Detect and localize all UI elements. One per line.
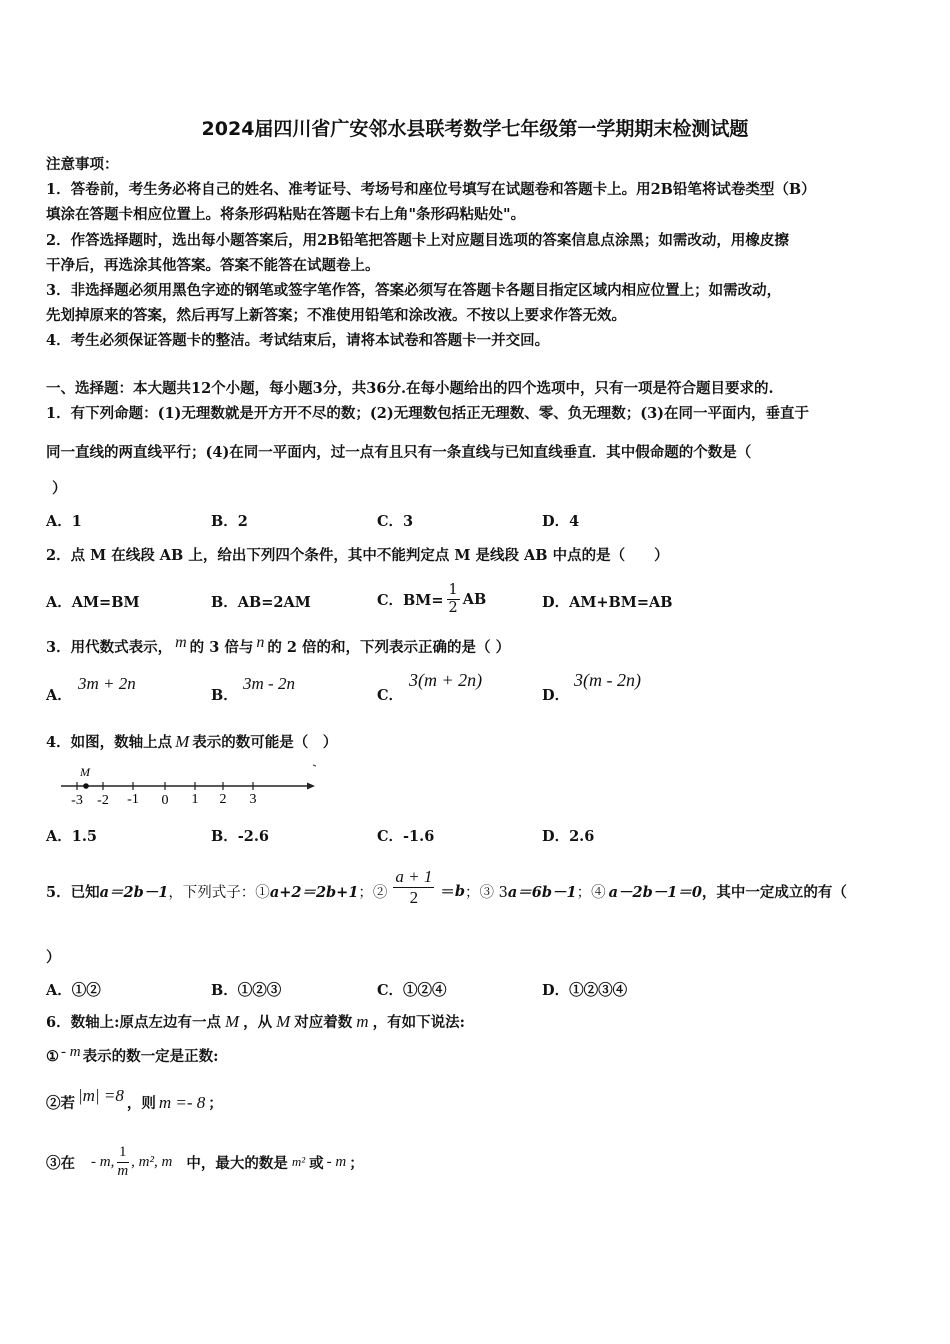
q6-stem — [46, 1011, 465, 1032]
q6-var-m: M — [276, 1012, 291, 1031]
q6-statement-3 — [46, 1136, 364, 1188]
q3-option-a-expr: 3m + 2n — [78, 674, 136, 693]
q6-statement-text: 或 — [309, 1154, 324, 1172]
q6-stem-text: 6．数轴上:原点左边有一点 — [46, 1014, 221, 1031]
q3-stem-text: 的 3 倍与 — [189, 639, 254, 656]
q6-statement-label: ②若 — [46, 1095, 75, 1112]
number-line-figure — [55, 760, 320, 810]
q5-stem-text: ；③ 3 — [465, 884, 508, 901]
stray-mark — [313, 765, 316, 766]
fraction-denominator: m — [117, 1162, 129, 1179]
q6-s1-math: - m — [61, 1044, 81, 1060]
q6-var-m: M — [224, 1012, 240, 1031]
q3-option-a-label: A． — [46, 687, 72, 704]
q1-stem-line: 同一直线的两直线平行；(4)在同一平面内，过一点有且只有一条直线与已知直线垂直．其中假命题的个数是（ — [46, 444, 752, 461]
q5-stem-text: ＝ — [440, 883, 455, 901]
fraction-denominator: 2 — [448, 599, 458, 616]
notice-line: 1．答卷前，考生务必将自己的姓名、准考证号、考场号和座位号填写在试题卷和答题卡上。用2B铅笔将试卷类型（B） — [46, 181, 816, 198]
q1-option-d: D．4 — [542, 513, 580, 530]
q6-statement-label: ③在 — [46, 1154, 75, 1172]
q6-statement-text: 表示的数一定是正数: — [82, 1048, 219, 1065]
q6-s3-neg: - m — [326, 1153, 347, 1170]
q6-s3-fraction — [115, 1144, 130, 1180]
fraction-numerator: 1 — [448, 581, 458, 598]
q4-option-d: D．2.6 — [542, 828, 595, 845]
q5-option-c: C．①②④ — [377, 982, 447, 999]
q1-option-b: B．2 — [211, 513, 248, 530]
q2-stem: 2．点 M 在线段 AB 上，给出下列四个条件，其中不能判定点 M 是线段 AB 中点的是（ ） — [46, 547, 669, 564]
q1-option-c: C．3 — [377, 513, 414, 530]
q5-option-d: D．①②③④ — [542, 982, 628, 999]
q2-option-d: D．AM+BM=AB — [542, 594, 673, 611]
q3-stem-text: 3．用代数式表示， — [46, 639, 173, 656]
q6-s2-abs: |m| =8 — [78, 1086, 124, 1105]
tick-label: 0 — [161, 793, 169, 808]
q5-stem-text: ；④ — [576, 884, 606, 901]
axis-arrow-icon — [307, 783, 315, 790]
q4-option-a: A．1.5 — [46, 828, 97, 845]
q4-option-c: C．-1.6 — [377, 828, 435, 845]
q5-stem — [46, 860, 847, 922]
q6-stem-text: ，有如下说法: — [372, 1014, 465, 1031]
tick-label: 1 — [191, 792, 199, 807]
q6-statement-1 — [46, 1045, 218, 1066]
q6-s3-math: - m, — [91, 1153, 115, 1170]
q5-stem-text: ；② — [358, 884, 388, 901]
q3-option-d-expr: 3(m - 2n) — [574, 670, 641, 690]
q3-option-c-label: C． — [377, 687, 404, 704]
tick-label: -1 — [127, 792, 139, 807]
q6-stem-text: 对应着数 — [294, 1014, 353, 1031]
q5-expr-2: b — [454, 882, 466, 900]
q5-stem-text: ，其中一定成立的有（ — [701, 883, 847, 901]
q5-stem-close: ） — [46, 949, 61, 966]
q3-option-b-label: B． — [211, 687, 238, 704]
fraction-denominator: 2 — [409, 887, 419, 907]
q1-stem-line: 1．有下列命题：(1)无理数就是开方开不尽的数；(2)无理数包括正无理数、零、负无理数；(3)在同一平面内，垂直于 — [46, 405, 810, 422]
q6-s2-math: m =- 8 — [158, 1093, 206, 1112]
q2-option-b: B．AB=2AM — [211, 594, 311, 611]
q5-fraction — [393, 867, 434, 907]
q5-option-b: B．①②③ — [211, 982, 282, 999]
q2-option-c-prefix: C．BM= — [377, 591, 444, 609]
notice-line: 干净后，再选涂其他答案。答案不能答在试题卷上。 — [46, 257, 380, 274]
q5-option-a: A．①② — [46, 982, 101, 999]
q2-option-c — [377, 576, 486, 622]
q3-option-c-expr: 3(m + 2n) — [409, 670, 483, 690]
notice-line: 2．作答选择题时，选出每小题答案后，用2B铅笔把答题卡上对应题目选项的答案信息点涂黑；如需改动，用橡皮擦 — [46, 232, 789, 249]
notice-line: 3．非选择题必须用黑色字迹的钢笔或签字笔作答，答案必须写在答题卡各题目指定区域内相应位置上；如需改动， — [46, 282, 782, 299]
q2-option-c-suffix: AB — [462, 590, 487, 608]
q5-expr-1: a+2＝2b+1 — [269, 883, 359, 901]
tick-label: 2 — [219, 792, 227, 807]
notice-line: 填涂在答题卡相应位置上。将条形码粘贴在答题卡右上角"条形码粘贴处"。 — [46, 206, 526, 223]
notice-line: 4．考生必须保证答题卡的整洁。考试结束后，请将本试卷和答题卡一并交回。 — [46, 332, 550, 349]
tick-label: 3 — [249, 792, 257, 807]
q6-statement-text: ； — [208, 1095, 223, 1112]
q5-expr-3: a＝6b－1 — [507, 883, 577, 901]
tick-label: -2 — [97, 793, 109, 808]
q3-option-b-expr: 3m - 2n — [243, 674, 295, 693]
q5-stem-text: ，下列式子：① — [168, 884, 270, 901]
point-m-label: M — [80, 765, 90, 779]
q4-stem — [46, 731, 337, 752]
q3-stem-text: 的 2 倍的和，下列表示正确的是（ ） — [267, 639, 511, 656]
q3-option-d-label: D． — [542, 687, 570, 704]
q5-given: a＝2b－1 — [99, 883, 169, 901]
section-heading: 一、选择题：本大题共12个小题，每小题3分，共36分.在每小题给出的四个选项中，只有一项是符合题目要求的. — [46, 380, 774, 397]
point-m-marker — [83, 783, 89, 789]
page-title: 2024届四川省广安邻水县联考数学七年级第一学期期末检测试题 — [201, 118, 749, 140]
tick-label: -3 — [71, 793, 83, 808]
q6-statement-2 — [46, 1086, 223, 1113]
q1-option-a: A．1 — [46, 513, 82, 530]
q6-statement-text: ，则 — [126, 1095, 156, 1112]
q6-statement-label: ① — [46, 1048, 59, 1065]
fraction-numerator: 1 — [117, 1144, 129, 1162]
notice-line: 先划掉原来的答案，然后再写上新答案；不准使用铅笔和涂改液。不按以上要求作答无效。 — [46, 307, 626, 324]
q6-stem-text: ，从 — [243, 1014, 273, 1031]
fraction-numerator: a + 1 — [395, 866, 433, 886]
q2-option-a: A．AM=BM — [46, 594, 140, 611]
q1-stem-line: ） — [52, 480, 67, 497]
q3-var-m: m — [175, 634, 187, 651]
q3-var-n: n — [256, 634, 265, 651]
q5-expr-4: a－2b－1＝0 — [608, 883, 702, 901]
q6-statement-text: 中，最大的数是 — [186, 1154, 288, 1172]
q4-var-m: M — [175, 732, 190, 751]
q6-s3-msq: m² — [291, 1154, 306, 1169]
q6-statement-text: ； — [349, 1154, 364, 1172]
q4-stem-text: 表示的数可能是（ ） — [192, 734, 338, 751]
q4-stem-text: 4．如图，数轴上点 — [46, 734, 173, 751]
q4-option-b: B．-2.6 — [211, 828, 269, 845]
q5-stem-text: 5．已知 — [46, 883, 100, 901]
notice-heading: 注意事项： — [46, 156, 119, 173]
q6-var-lower-m: m — [356, 1012, 369, 1031]
q3-stem — [46, 636, 510, 657]
q6-s3-math: , m², m — [131, 1153, 173, 1170]
one-half-fraction — [447, 582, 460, 616]
